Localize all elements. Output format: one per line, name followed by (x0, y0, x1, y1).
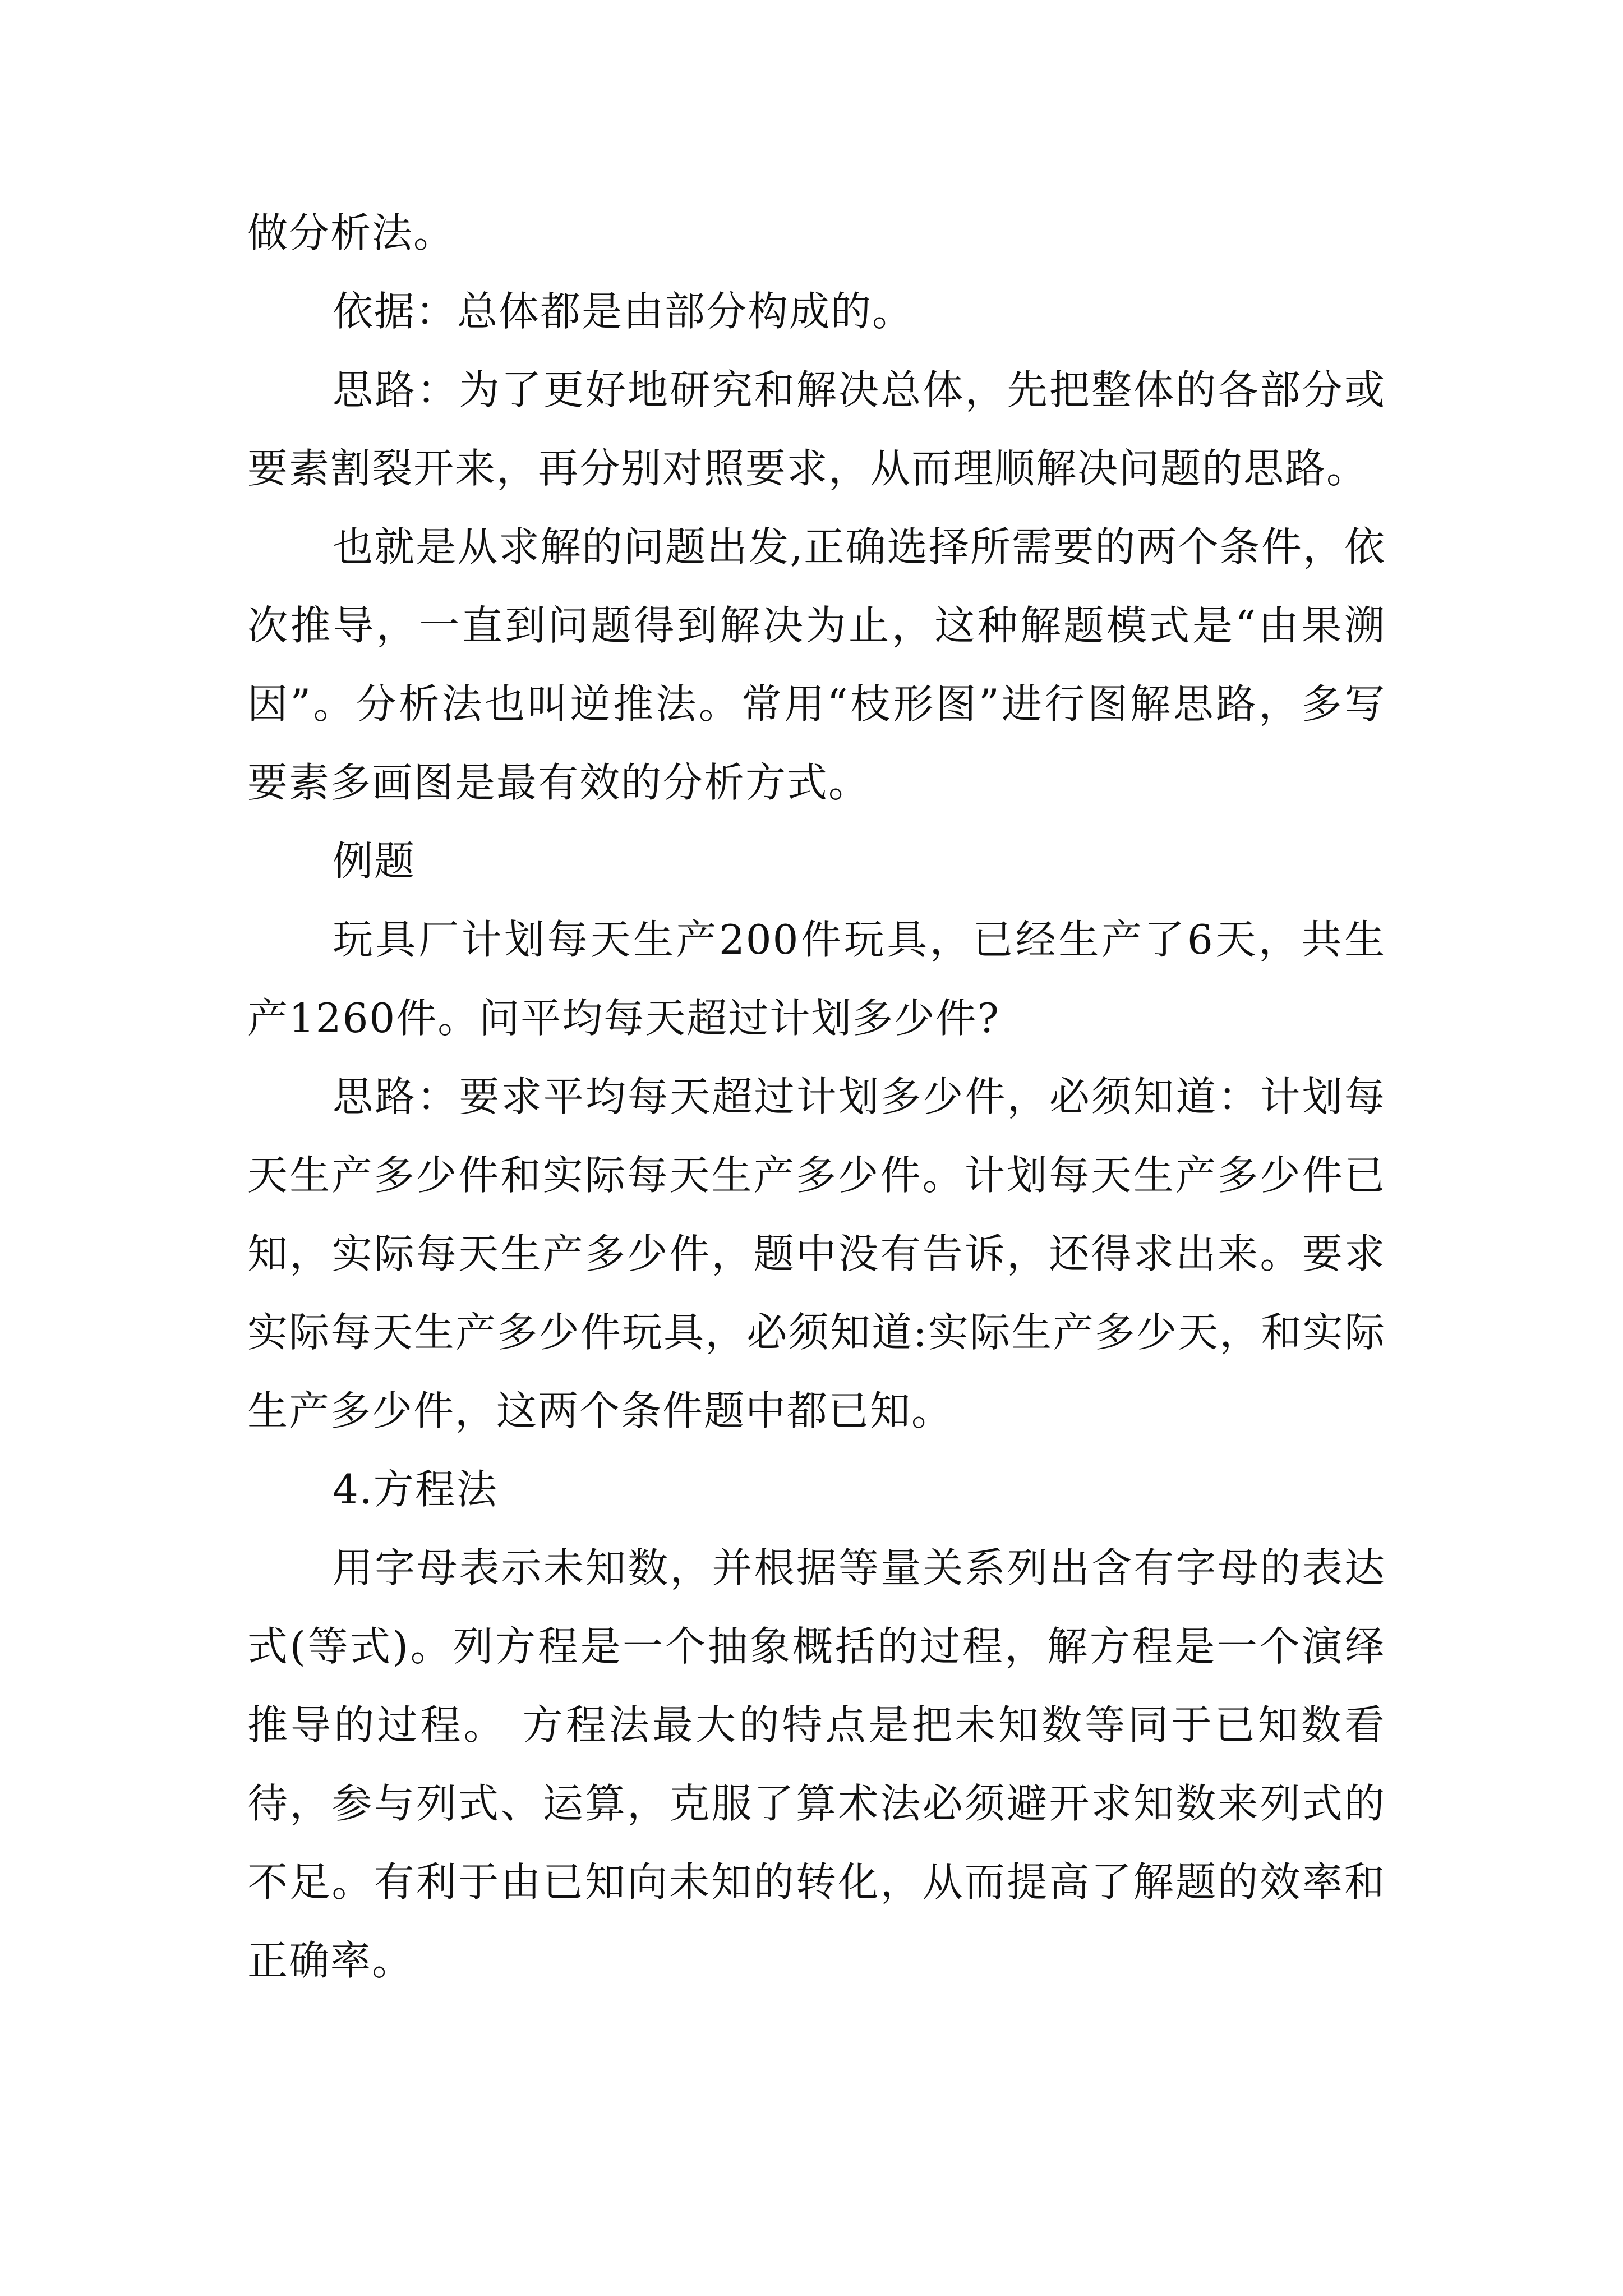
paragraph-basis: 依据：总体都是由部分构成的。 (333, 288, 914, 335)
paragraph-analysis-method: 也就是从求解的问题出发,正确选择所需要的两个条件，依次推导，一直到问题得到解决为止，这种解题模式是“由果溯因”。分析法也叫逆推法。常用“枝形图”进行图解思路，多写要素多画图是最有效的分析方式。 (247, 523, 1386, 806)
example-problem: 玩具厂计划每天生产200件玩具，已经生产了6天，共生产1260件。问平均每天超过计划多少件? (247, 916, 1386, 1042)
paragraph-approach: 思路：为了更好地研究和解决总体，先把整体的各部分或要素割裂开来，再分别对照要求，从而理顺解决问题的思路。 (247, 366, 1386, 492)
section-heading-equation-method: 4.方程法 (333, 1466, 498, 1513)
paragraph-intro-tail: 做分析法。 (247, 209, 455, 256)
paragraph-equation-method: 用字母表示未知数，并根据等量关系列出含有字母的表达式(等式)。列方程是一个抽象概括的过程，解方程是一个演绎推导的过程。 方程法最大的特点是把未知数等同于已知数看待，参与列式、运算，克服了算术法必须避开求知数来列式的不足。有利于由已知向未知的转化，从而提高了解题的效率和正确率。 (247, 1544, 1386, 1984)
example-heading: 例题 (333, 838, 416, 885)
example-solution-approach: 思路：要求平均每天超过计划多少件，必须知道：计划每天生产多少件和实际每天生产多少件。计划每天生产多少件已知，实际每天生产多少件，题中没有告诉，还得求出来。要求实际每天生产多少件玩具，必须知道:实际生产多少天，和实际生产多少件，这两个条件题中都已知。 (247, 1073, 1386, 1434)
document-body (247, 194, 1386, 2000)
